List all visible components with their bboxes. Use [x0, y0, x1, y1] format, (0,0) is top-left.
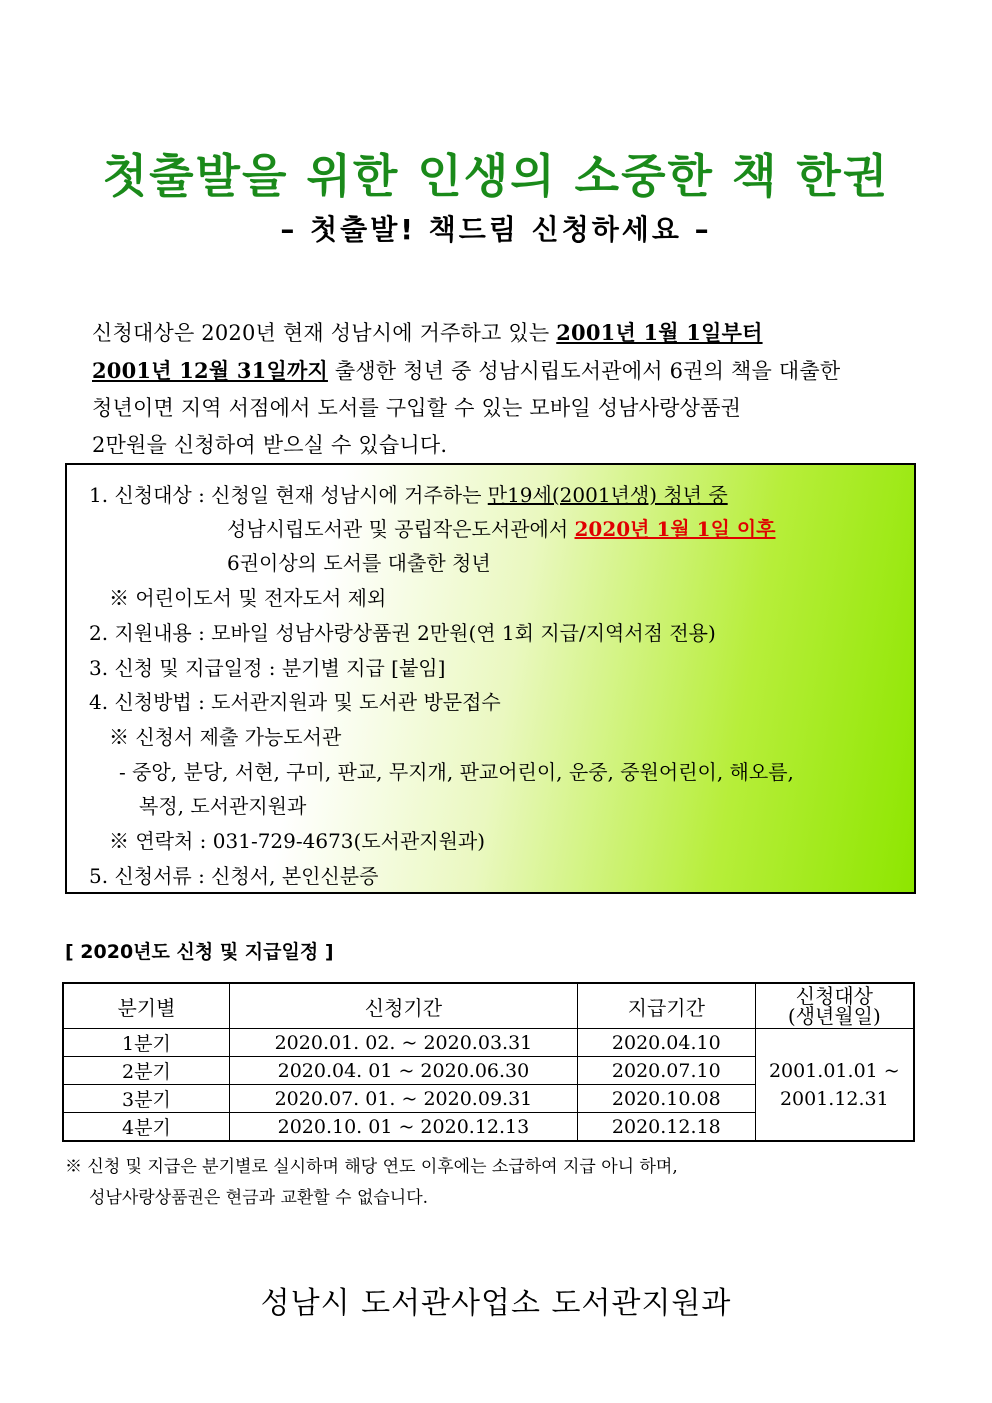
row-pay: 2020.07.10	[577, 1057, 755, 1085]
footnote-line-1: ※ 신청 및 지급은 분기별로 실시하며 해당 연도 이후에는 소급하여 지급 아니 하며,	[65, 1157, 678, 1177]
intro-line-4: 2만원을 신청하여 받으실 수 있습니다.	[92, 433, 448, 457]
birth-end-date: 2001년 12월 31일까지	[92, 358, 328, 383]
organization-footer: 성남시 도서관사업소 도서관지원과	[260, 1286, 732, 1321]
item-4-note: ※ 신청서 제출 가능도서관	[109, 725, 342, 749]
item-1-note: ※ 어린이도서 및 전자도서 제외	[109, 586, 387, 610]
header-apply-period: 신청기간	[229, 983, 577, 1029]
row-quarter: 3분기	[63, 1085, 229, 1113]
header-pay-period: 지급기간	[577, 983, 755, 1029]
table-row	[63, 1029, 914, 1057]
table-header-row	[63, 983, 914, 1029]
intro-line-2	[92, 352, 922, 390]
item-4-contact: ※ 연락처 : 031-729-4673(도서관지원과)	[109, 829, 486, 853]
row-apply: 2020.07. 01. ~ 2020.09.31	[229, 1085, 577, 1113]
intro-line-3: 청년이면 지역 서점에서 도서를 구입할 수 있는 모바일 성남사랑상품권	[92, 396, 742, 420]
row-apply: 2020.10. 01 ~ 2020.12.13	[229, 1113, 577, 1142]
footnote	[65, 1152, 678, 1214]
page-subtitle: – 첫출발! 책드림 신청하세요 –	[280, 213, 712, 246]
row-apply: 2020.04. 01 ~ 2020.06.30	[229, 1057, 577, 1085]
item-3: 3. 신청 및 지급일정 : 분기별 지급 [붙임]	[89, 656, 446, 680]
item-5: 5. 신청서류 : 신청서, 본인신분증	[89, 864, 379, 888]
item-1-text: 1. 신청대상 : 신청일 현재 성남시에 거주하는	[89, 483, 488, 507]
schedule-table	[62, 982, 915, 1142]
header-target-line2: (생년월일)	[787, 1004, 881, 1028]
header-target-line1: 신청대상	[795, 984, 873, 1008]
target-birth-range	[755, 1029, 914, 1142]
page-title: 첫출발을 위한 인생의 소중한 책 한권	[102, 149, 890, 203]
footnote-line-2: 성남사랑상품권은 현금과 교환할 수 없습니다.	[89, 1188, 429, 1208]
intro-paragraph	[92, 314, 922, 464]
item-1-cont2: 6권이상의 도서를 대출한 청년	[227, 551, 491, 575]
item-4-list-cont: 복정, 도서관지원과	[139, 794, 307, 818]
intro-line-1	[92, 314, 922, 352]
intro-text: 출생한 청년 중 성남시립도서관에서 6권의 책을 대출한	[327, 359, 841, 383]
row-pay: 2020.10.08	[577, 1085, 755, 1113]
birth-start-date: 2001년 1월 1일부터	[556, 320, 763, 345]
schedule-title: [ 2020년도 신청 및 지급일정 ]	[65, 941, 334, 963]
intro-text: 신청대상은 2020년 현재 성남시에 거주하고 있는	[92, 321, 557, 345]
item-1-age: 만19세(2001년생) 청년 중	[487, 483, 728, 507]
row-quarter: 2분기	[63, 1057, 229, 1085]
header-quarter: 분기별	[63, 983, 229, 1029]
target-end: 2001.12.31	[779, 1087, 889, 1110]
row-quarter: 4분기	[63, 1113, 229, 1142]
row-quarter: 1분기	[63, 1029, 229, 1057]
item-1-date: 2020년 1월 1일 이후	[574, 517, 776, 541]
item-1-cont	[227, 513, 776, 542]
item-4-list: - 중앙, 분당, 서현, 구미, 판교, 무지개, 판교어린이, 운중, 중원어린이, 해오름,	[119, 760, 794, 784]
row-pay: 2020.04.10	[577, 1029, 755, 1057]
info-box	[65, 463, 916, 894]
item-1-libraries: 성남시립도서관 및 공립작은도서관에서	[227, 517, 575, 541]
item-2: 2. 지원내용 : 모바일 성남사랑상품권 2만원(연 1회 지급/지역서점 전용)	[89, 621, 716, 645]
target-start: 2001.01.01 ~	[768, 1059, 900, 1082]
row-pay: 2020.12.18	[577, 1113, 755, 1142]
header-target	[755, 983, 914, 1029]
row-apply: 2020.01. 02. ~ 2020.03.31	[229, 1029, 577, 1057]
item-1	[89, 479, 728, 508]
item-4: 4. 신청방법 : 도서관지원과 및 도서관 방문접수	[89, 690, 501, 714]
